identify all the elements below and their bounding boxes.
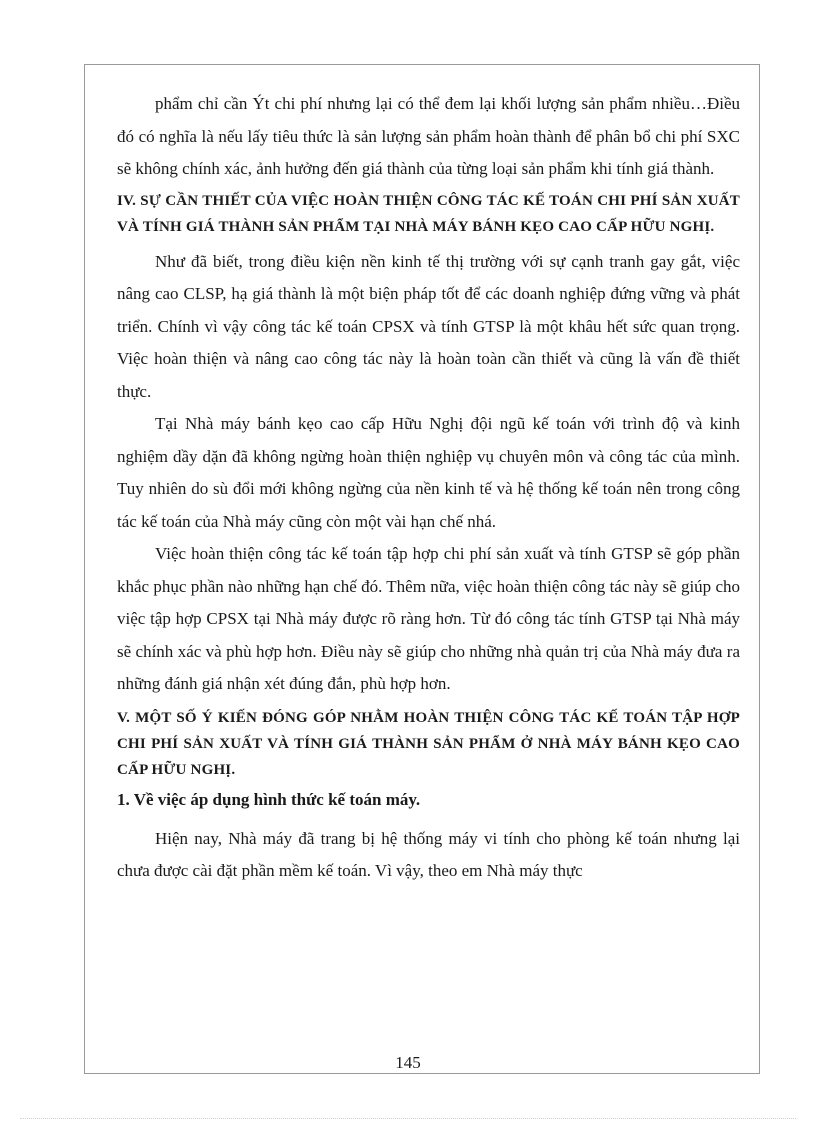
paragraph-intro: phẩm chỉ cần Ýt chi phí nhưng lại có thể đem lại khối lượng sản phẩm nhiều…Điều đó có nghĩa là nếu lấy tiêu thức là sản lượng sản phẩm hoàn thành để phân bổ chi phí SXC sẽ không chính xác, ảnh hưởng đến giá thành của từng loại sản phẩm khi tính giá thành. [117,94,740,178]
subsection-1-heading: 1. Về việc áp dụng hình thức kế toán máy. [117,789,421,809]
section-v-heading: V. MỘT SỐ Ý KIẾN ĐÓNG GÓP NHẰM HOÀN THIỆN CÔNG TÁC KẾ TOÁN TẬP HỢP CHI PHÍ SẢN XUẤT VÀ TÍNH GIÁ THÀNH SẢN PHẨM Ở NHÀ MÁY BÁNH KẸO CAO CẤP HỮU NGHỊ. [117,709,740,778]
page-footer-divider [20,1118,796,1119]
page-number: 145 [395,1053,421,1072]
section-iv-paragraph-3: Việc hoàn thiện công tác kế toán tập hợp chi phí sản xuất và tính GTSP sẽ góp phần khắc phục phần nào những hạn chế đó. Thêm nữa, việc hoàn thiện công tác này sẽ giúp cho việc tập hợp CPSX tại Nhà máy được rõ ràng hơn. Từ đó công tác tính GTSP tại Nhà máy sẽ chính xác và phù hợp hơn. Điều này sẽ giúp cho những nhà quản trị của Nhà máy đưa ra những đánh giá nhận xét đúng đắn, phù hợp hơn. [117,544,740,693]
page-content [117,88,740,888]
section-iv-heading: IV. SỰ CẦN THIẾT CỦA VIỆC HOÀN THIỆN CÔNG TÁC KẾ TOÁN CHI PHÍ SẢN XUẤT VÀ TÍNH GIÁ THÀNH SẢN PHẨM TẠI NHÀ MÁY BÁNH KẸO CAO CẤP HỮU NGHỊ. [117,192,740,235]
section-iv-paragraph-2: Tại Nhà máy bánh kẹo cao cấp Hữu Nghị đội ngũ kế toán với trình độ và kinh nghiệm dầy dặn đã không ngừng hoàn thiện nghiệp vụ chuyên môn và công tác của mình. Tuy nhiên do sù đổi mới không ngừng của nền kinh tế và hệ thống kế toán nên trong công tác kế toán của Nhà máy cũng còn một vài hạn chế nhá. [117,414,740,531]
subsection-1-paragraph-1: Hiện nay, Nhà máy đã trang bị hệ thống máy vi tính cho phòng kế toán nhưng lại chưa được cài đặt phần mềm kế toán. Vì vậy, theo em Nhà máy thực [117,828,740,880]
section-iv-paragraph-1: Như đã biết, trong điều kiện nền kinh tế thị trường với sự cạnh tranh gay gắt, việc nâng cao CLSP, hạ giá thành là một biện pháp tốt để các doanh nghiệp đứng vững và phát triển. Chính vì vậy công tác kế toán CPSX và tính GTSP là một khâu hết sức quan trọng. Việc hoàn thiện và nâng cao công tác này là hoàn toàn cần thiết và cũng là vấn đề thiết thực. [117,251,740,401]
